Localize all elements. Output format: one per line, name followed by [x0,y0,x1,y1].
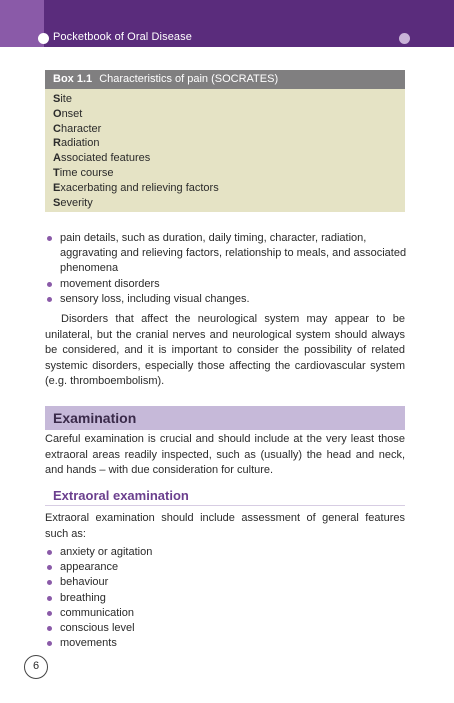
examination-paragraph: Careful examination is crucial and should include at the very least those extraoral areas readily inspected, such as (usually) the head and neck, and hands – with due consideration for culture. [45,433,405,476]
socrates-box [45,70,405,212]
box-item-initial: T [53,166,60,179]
box-item-rest: ssociated features [60,152,151,165]
box-item-rest: nset [61,107,83,120]
header-dot-left-icon [38,33,49,44]
box-item-initial: O [53,107,62,120]
list-item-text: movement disorders [60,277,160,290]
header-dot-right-icon [399,33,410,44]
list-item-text: behaviour [60,576,109,589]
page-number: 6 [24,655,48,679]
bullet-icon [47,596,52,601]
list-item-text: pain details, such as duration, daily timing, character, radiation, aggravating and relieving factors, relationship to meals, and associated phenomena [60,232,407,275]
list-item [45,560,407,575]
list-item-text: anxiety or agitation [60,546,153,558]
bullet-icon [47,282,52,287]
list-item [45,545,407,560]
box-item-rest: adiation [60,137,100,150]
running-header-title: Pocketbook of Oral Disease [53,31,192,43]
bullet-icon [47,611,52,616]
bullet-icon [47,626,52,631]
box-item [53,151,405,166]
bullet-icon [47,550,52,555]
box-item-rest: ite [60,93,72,105]
box-item-rest: haracter [60,122,102,135]
list-item [45,621,407,636]
bullet-icon [47,297,52,302]
box-item-initial: C [53,122,61,135]
box-item [53,166,405,181]
subsection-heading: Extraoral examination [53,488,189,503]
box-item-rest: ime course [59,166,114,179]
section-heading-bar [45,406,405,430]
list-item [45,636,407,651]
history-bullet-list [45,231,407,307]
extraoral-paragraph: Extraoral examination should include assessment of general features such as: [45,512,405,540]
bullet-icon [47,565,52,570]
list-item [45,575,407,590]
neurological-paragraph: Disorders that affect the neurological system may appear to be unilateral, but the cranial nerves and neurological system should always be considered, and it is important to consider the possibility of related systemic disorders, especially those affecting the cardiovascular system (e.g. thromboembolism). [45,313,405,387]
box-item-initial: S [53,93,61,105]
box-item [53,181,405,196]
box-item-initial: A [53,152,61,165]
list-item-text: breathing [60,591,106,604]
box-item-initial: R [53,137,61,150]
box-item [53,122,405,137]
list-item-text: sensory loss, including visual changes. [60,292,250,305]
bullet-icon [47,641,52,646]
list-item [45,231,407,277]
box-title: Characteristics of pain (SOCRATES) [99,73,279,85]
box-item-list [45,89,405,210]
box-item-rest: xacerbating and relieving factors [60,181,219,194]
running-header [0,0,454,47]
box-label: Box 1.1 [53,73,93,85]
box-item [53,92,405,107]
box-item-rest: everity [60,196,93,209]
bullet-icon [47,236,52,241]
list-item-text: conscious level [60,622,135,635]
box-heading [45,70,405,89]
list-item [45,606,407,621]
box-item-initial: S [53,196,61,209]
list-item [45,277,407,292]
list-item-text: movements [60,637,117,650]
box-item [53,196,405,211]
list-item [45,591,407,606]
list-item-text: communication [60,606,134,619]
bullet-icon [47,580,52,585]
box-item-initial: E [53,181,61,194]
box-item [53,136,405,151]
list-item [45,292,407,307]
list-item-text: appearance [60,561,119,574]
section-heading: Examination [53,410,137,426]
extraoral-bullet-list [45,545,407,651]
box-item [53,107,405,122]
subsection-divider [45,505,405,506]
